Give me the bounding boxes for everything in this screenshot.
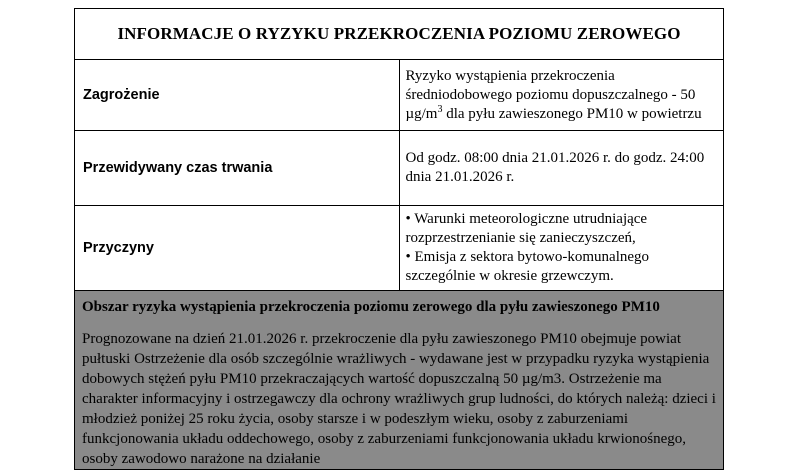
warning-table	[74, 8, 724, 470]
area-title: Obszar ryzyka wystąpienia przekroczenia poziomu zerowego dla pyłu zawieszonego PM10	[82, 299, 660, 315]
area-body: Prognozowane na dzień 21.01.2026 r. przekroczenie dla pyłu zawieszonego PM10 obejmuje powiat pułtuski Ostrzeżenie dla osób szczególnie wrażliwych - wydawane jest w przypadku ryzyka wystąpienia dobowych stężeń pyłu PM10 przekraczających wartość dopuszczalną 50 µg/m3. Ostrzeżenie ma charakter informacyjny i ostrzegawczy dla ochrony wrażliwych grup ludności, do których należą: dzieci i młodzież poniżej 25 roku życia, osoby starsze i w podeszłym wieku, osoby z zaburzeniami funkcjonowania układu oddechowego, osoby z zaburzeniami funkcjonowania układu krwionośnego, osoby zawodowo narażone na działanie	[82, 331, 716, 467]
table-row-duration	[75, 131, 724, 206]
duration-label: Przewidywany czas trwania	[75, 131, 400, 206]
causes-label: Przyczyny	[75, 206, 400, 291]
threat-value	[399, 60, 724, 131]
area-section	[75, 291, 724, 470]
document-title: INFORMACJE O RYZYKU PRZEKROCZENIA POZIOMU ZEROWEGO	[75, 9, 724, 60]
threat-label: Zagrożenie	[75, 60, 400, 131]
unit-superscript: 3	[437, 103, 443, 115]
table-row-threat	[75, 60, 724, 131]
cause-item: • Warunki meteorologiczne utrudniające rozprzestrzenianie się zanieczyszczeń,	[405, 211, 648, 246]
table-row-area	[75, 291, 724, 470]
duration-value: Od godz. 08:00 dnia 21.01.2026 r. do godz. 24:00 dnia 21.01.2026 r.	[399, 131, 724, 206]
table-row-causes	[75, 206, 724, 291]
threat-value-tail: dla pyłu zawieszonego PM10 w powietrzu	[442, 105, 702, 122]
threat-value-text: Ryzyko wystąpienia przekroczenia średniodobowego poziomu dopuszczalnego - 50 µg/m	[405, 67, 696, 122]
cause-item: • Emisja z sektora bytowo-komunalnego szczególnie w okresie grzewczym.	[405, 249, 650, 284]
causes-value	[399, 206, 724, 291]
